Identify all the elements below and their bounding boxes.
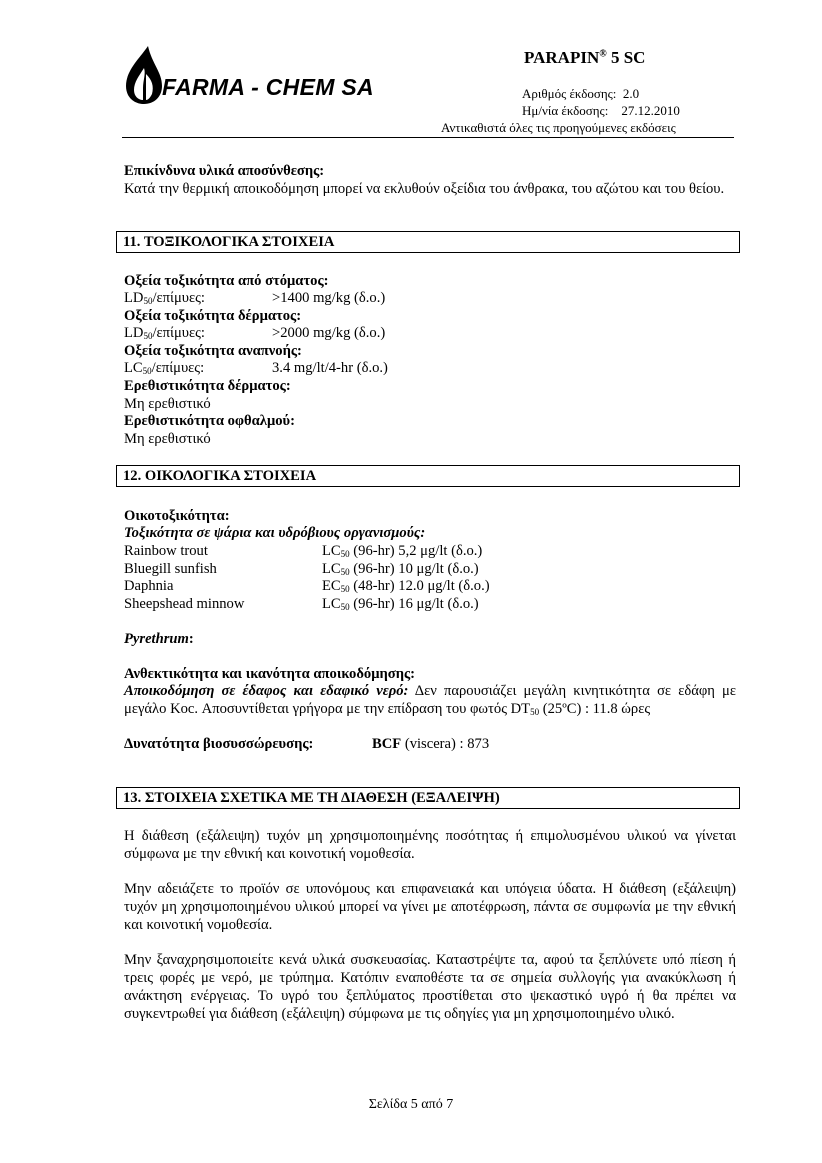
ecotox-heading: Οικοτοξικότητα: — [124, 508, 230, 524]
fish-heading: Τοξικότητα σε ψάρια και υδρόβιους οργανισμούς: — [124, 525, 426, 541]
organism-row: Sheepshead minnow $LC_{50}$ (96-hr) 16 μg/lt (δ.ο.) — [124, 596, 479, 612]
section-11-title: 11. ΤΟΞΙΚΟΛΟΓΙΚΑ ΣΤΟΙΧΕΙΑ — [116, 231, 740, 253]
header-divider — [122, 137, 734, 138]
organism-row: Daphnia $EC_{50}$ (48-hr) 12.0 μg/lt (δ.ο.) — [124, 578, 490, 594]
page-number: Σελίδα 5 από 7 — [368, 1097, 454, 1112]
disposal-paragraph-3: Μην ξαναχρησιμοποιείτε κενά υλικά συσκευασίας. Καταστρέψτε τα, αφού τα ξεπλύνετε υπό πίεση ή τρεις φορές με νερό, με τρύπημα. Κατόπιν εναποθέστε τα σε σημεία συλλογής για ανακύκλωση ή ανάκτηση ενέργειας. Το υγρό του ξεπλύματος προστίθεται στο ψεκαστικό υγρό ή θα πρέπει να συγκεντρωθεί για διάθεση (εξάλειψη) σύμφωνα με τις οδηγίες για μη χρησιμοποιημένο υλικό. — [124, 952, 736, 1022]
issue-date: Ημ/νία έκδοσης: 27.12.2010 — [522, 103, 680, 118]
soil-degradation-text: Αποικοδόμηση σε έδαφος και εδαφικό νερό: Δεν παρουσιάζει μεγάλη κινητικότητα σε εδάφη με μεγάλο Koc. Αποσυντίθεται γρήγορα με την επίδραση του φωτός $DT_{50}$ (25ºC) : 11.8 ώρες — [124, 683, 737, 717]
skin-value: Μη ερεθιστικό — [124, 396, 211, 412]
skin-heading: Ερεθιστικότητα δέρματος: — [124, 378, 291, 394]
inhal-row: $LC_{50}$/επίμυες: 3.4 mg/lt/4-hr (δ.ο.) — [124, 360, 388, 376]
oral-value: >1400 mg/kg (δ.ο.) — [272, 290, 386, 306]
bioaccumulation-row: Δυνατότητα βιοσυσσώρευσης: BCF (viscera) : 873 — [124, 736, 490, 752]
decomp-text: Κατά την θερμική αποικοδόμηση μπορεί να εκλυθούν οξείδια του άνθρακα, του αζώτου και του θείου. — [124, 181, 725, 197]
company-name: FARMA - CHEM SA — [162, 74, 374, 100]
flame-drop-icon — [122, 44, 166, 106]
inhal-heading: Οξεία τοξικότητα αναπνοής: — [124, 343, 302, 359]
organism-row: Rainbow trout $LC_{50}$ (96-hr) 5,2 μg/lt (δ.ο.) — [124, 543, 483, 559]
supersedes-note: Αντικαθιστά όλες τις προηγούμενες εκδόσεις — [441, 120, 676, 135]
dermal-heading: Οξεία τοξικότητα δέρματος: — [124, 308, 302, 324]
oral-heading: Οξεία τοξικότητα από στόματος: — [124, 273, 329, 289]
organism-row: Bluegill sunfish $LC_{50}$ (96-hr) 10 μg/lt (δ.ο.) — [124, 561, 479, 577]
product-title: PARAPIN® 5 SC — [524, 48, 646, 67]
persistence-heading: Ανθεκτικότητα και ικανότητα αποικοδόμησης: — [124, 666, 416, 682]
oral-row: $LD_{50}$/επίμυες: >1400 mg/kg (δ.ο.) — [124, 290, 386, 306]
section-13-title: 13. ΣΤΟΙΧΕΙΑ ΣΧΕΤΙΚΑ ΜΕ ΤΗ ΔΙΑΘΕΣΗ (ΕΞΑΛΕΙΨΗ) — [116, 787, 740, 809]
dermal-value: >2000 mg/kg (δ.ο.) — [272, 325, 386, 341]
eye-value: Μη ερεθιστικό — [124, 431, 211, 447]
pyrethrum-heading: Pyrethrum: — [124, 631, 194, 647]
inhal-value: 3.4 mg/lt/4-hr (δ.ο.) — [272, 360, 388, 376]
eye-heading: Ερεθιστικότητα οφθαλμού: — [124, 413, 295, 429]
disposal-paragraph-2: Μην αδειάζετε το προϊόν σε υπονόμους και επιφανειακά και υπόγεια ύδατα. Η διάθεση (εξάλειψη) τυχόν μη χρησιμοποιημένου υλικού μπορεί να γίνει με αποτέφρωση, πάντα σε συμφωνία με την εθνική και κοινοτική νομοθεσία. — [124, 881, 736, 933]
dermal-row: $LD_{50}$/επίμυες: >2000 mg/kg (δ.ο.) — [124, 325, 386, 341]
decomp-heading: Επικίνδυνα υλικά αποσύνθεσης: — [124, 163, 325, 179]
disposal-paragraph-1: Η διάθεση (εξάλειψη) τυχόν μη χρησιμοποιημένης ποσότητας ή επιμολυσμένου υλικού να γίνεται σύμφωνα με την εθνική και κοινοτική νομοθεσία. — [124, 828, 736, 862]
section-12-title: 12. ΟΙΚΟΛΟΓΙΚΑ ΣΤΟΙΧΕΙΑ — [116, 465, 740, 487]
issue-number: Αριθμός έκδοσης: 2.0 — [522, 86, 640, 101]
